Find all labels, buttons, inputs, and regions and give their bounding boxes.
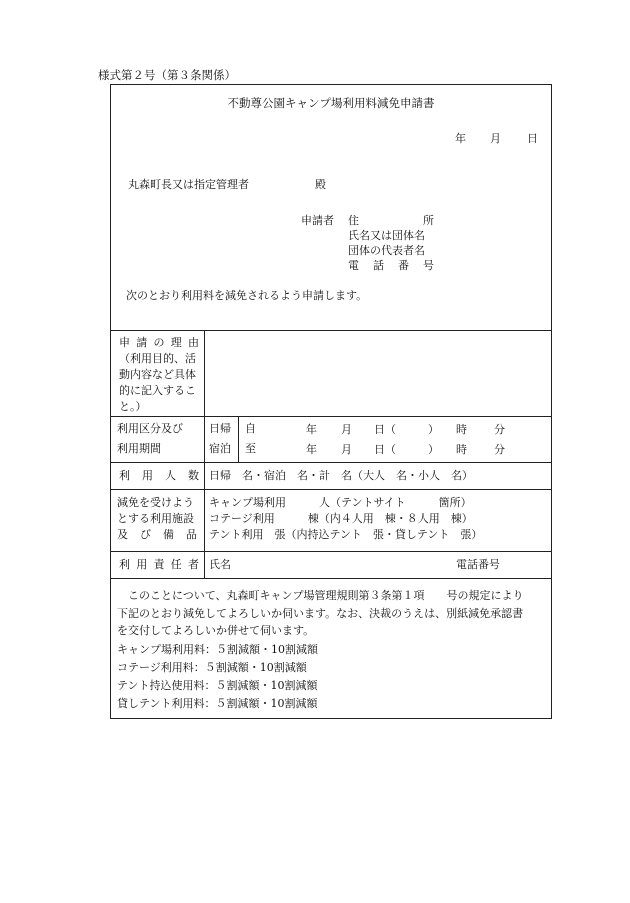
usage-from-label: 自	[245, 422, 256, 435]
applicant-heading: 申請者	[301, 214, 334, 227]
discount-option[interactable]: キャンプ場利用料：５割減額・10割減額	[117, 643, 318, 656]
facility-tent-field[interactable]: テント利用 張（内持込テント 張・貸しテント 張）	[209, 528, 483, 541]
reason-input[interactable]	[206, 332, 550, 414]
date-day: 日	[527, 132, 538, 145]
request-text: 次のとおり利用料を減免されるよう申請します。	[126, 289, 368, 302]
usage-label: 利用区分及び 利用期間	[117, 422, 183, 455]
column-divider	[238, 416, 239, 462]
divider	[111, 416, 551, 417]
usage-from-datetime[interactable]: 年 月 日（ ） 時 分	[306, 423, 505, 436]
application-form	[110, 84, 552, 719]
applicant-representative-label[interactable]: 団体の代表者名	[348, 244, 425, 257]
approval-paragraph: このことについて、丸森町キャンプ場管理規則第３条第１項 号の規定により 下記のとおり減免してよろしいか伺います。なお、決裁のうえは、別紙減免承認書 を交付してよろしいか併せて伺います。	[117, 589, 524, 637]
divider	[111, 462, 551, 463]
addressee-honorific: 殿	[315, 178, 326, 191]
reason-label: 申 請 の 理 由 （利用目的、活 動内容など具体 的に記入するこ と。）	[119, 336, 199, 413]
people-count-field[interactable]: 日帰 名・宿泊 名・計 名（大人 名・小人 名）	[209, 469, 473, 482]
facility-camp-field[interactable]: キャンプ場利用 人（テントサイト 箇所）	[209, 496, 472, 509]
discount-option[interactable]: コテージ利用料：５割減額・10割減額	[117, 661, 307, 674]
date-year: 年	[455, 132, 466, 145]
facilities-label: 減免を受けよう とする利用施設 及 び 備 品	[117, 496, 197, 541]
divider	[111, 489, 551, 490]
date-month: 月	[490, 132, 501, 145]
people-label: 利 用 人 数	[119, 469, 199, 482]
applicant-address-label[interactable]: 住 所	[348, 214, 434, 227]
divider	[111, 551, 551, 552]
column-divider	[204, 330, 205, 578]
responsible-label: 利 用 責 任 者	[119, 558, 199, 571]
applicant-phone-label[interactable]: 電 話 番 号	[348, 259, 434, 272]
usage-type-stay[interactable]: 宿泊	[209, 442, 231, 455]
usage-to-datetime[interactable]: 年 月 日（ ） 時 分	[306, 443, 505, 456]
discount-option[interactable]: 貸しテント利用料：５割減額・10割減額	[117, 697, 318, 710]
discount-option[interactable]: テント持込使用料：５割減額・10割減額	[117, 679, 318, 692]
applicant-name-label[interactable]: 氏名又は団体名	[348, 229, 425, 242]
divider	[111, 578, 551, 579]
responsible-phone-field[interactable]: 電話番号	[456, 558, 500, 571]
form-number: 様式第２号（第３条関係）	[98, 68, 236, 82]
discount-options	[117, 641, 318, 713]
usage-to-label: 至	[245, 442, 256, 455]
responsible-name-field[interactable]: 氏名	[209, 558, 231, 571]
form-title: 不動尊公園キャンプ場利用料減免申請書	[227, 96, 435, 110]
usage-type-day-trip[interactable]: 日帰	[209, 422, 231, 435]
addressee-name: 丸森町長又は指定管理者	[128, 178, 249, 191]
divider	[111, 330, 551, 331]
facility-cottage-field[interactable]: コテージ利用 棟（内４人用 棟・８人用 棟）	[209, 512, 473, 525]
